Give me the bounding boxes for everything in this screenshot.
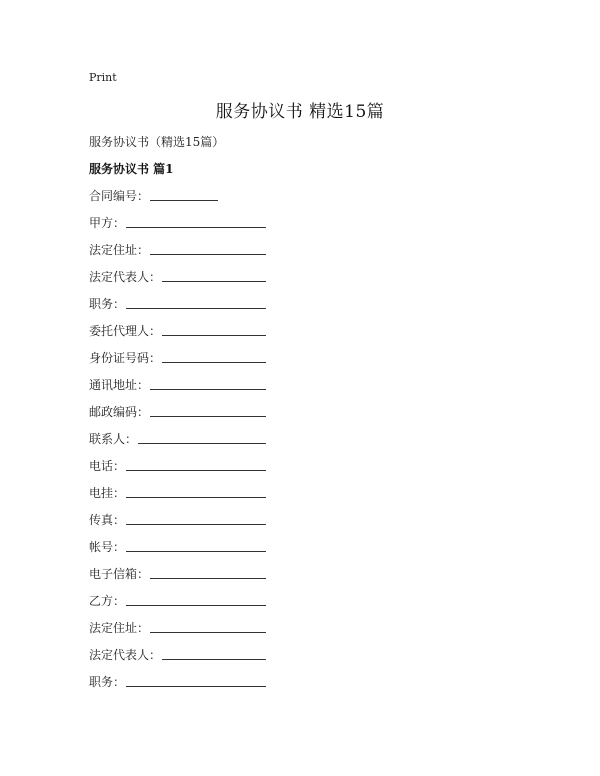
form-field-row [89,673,349,700]
form-field-row [89,295,349,322]
form-field-blank-line[interactable] [126,295,266,309]
form-field-label: 联系人： [89,432,138,446]
form-field-label: 合同编号： [89,189,150,203]
form-field-row [89,241,349,268]
form-field-label: 职务： [89,675,126,689]
form-field-row [89,592,349,619]
form-field-row [89,214,349,241]
form-field-label: 法定住址： [89,243,150,257]
form-field-blank-line[interactable] [150,565,266,579]
section-heading: 服务协议书 篇1 [89,162,174,176]
form-field-row [89,457,349,484]
form-field-label: 电挂： [89,486,126,500]
form-field-blank-line[interactable] [126,214,266,228]
form-field-label: 乙方： [89,594,126,608]
form-fields-list [89,187,349,700]
form-field-row [89,484,349,511]
form-field-row [89,538,349,565]
form-field-row [89,511,349,538]
form-field-blank-line[interactable] [150,619,266,633]
form-field-label: 身份证号码： [89,351,162,365]
form-field-row [89,646,349,673]
form-field-blank-line[interactable] [138,430,266,444]
form-field-blank-line[interactable] [150,403,266,417]
form-field-label: 法定住址： [89,621,150,635]
form-field-label: 电话： [89,459,126,473]
form-field-label: 甲方： [89,216,126,230]
form-field-label: 通讯地址： [89,378,150,392]
form-field-label: 帐号： [89,540,126,554]
form-field-row [89,322,349,349]
form-field-blank-line[interactable] [162,646,266,660]
form-field-label: 电子信箱： [89,567,150,581]
form-field-label: 委托代理人： [89,324,162,338]
form-field-blank-line[interactable] [126,538,266,552]
form-field-label: 邮政编码： [89,405,150,419]
form-field-row [89,268,349,295]
print-label[interactable]: Print [89,71,117,84]
form-field-blank-line[interactable] [162,268,266,282]
form-field-blank-line[interactable] [126,673,266,687]
form-field-row [89,349,349,376]
form-field-row [89,619,349,646]
form-field-blank-line[interactable] [150,241,266,255]
document-subtitle: 服务协议书（精选15篇） [89,135,225,149]
form-field-row [89,565,349,592]
page-title: 服务协议书 精选15篇 [215,102,385,122]
form-field-label: 传真： [89,513,126,527]
form-field-row [89,376,349,403]
form-field-row [89,403,349,430]
form-field-blank-line[interactable] [162,349,266,363]
form-field-row [89,187,349,214]
form-field-blank-line[interactable] [126,511,266,525]
form-field-blank-line[interactable] [162,322,266,336]
form-field-blank-line[interactable] [126,457,266,471]
form-field-blank-line[interactable] [150,187,218,201]
form-field-label: 职务： [89,297,126,311]
form-field-label: 法定代表人： [89,270,162,284]
form-field-row [89,430,349,457]
form-field-blank-line[interactable] [150,376,266,390]
form-field-blank-line[interactable] [126,484,266,498]
form-field-label: 法定代表人： [89,648,162,662]
form-field-blank-line[interactable] [126,592,266,606]
